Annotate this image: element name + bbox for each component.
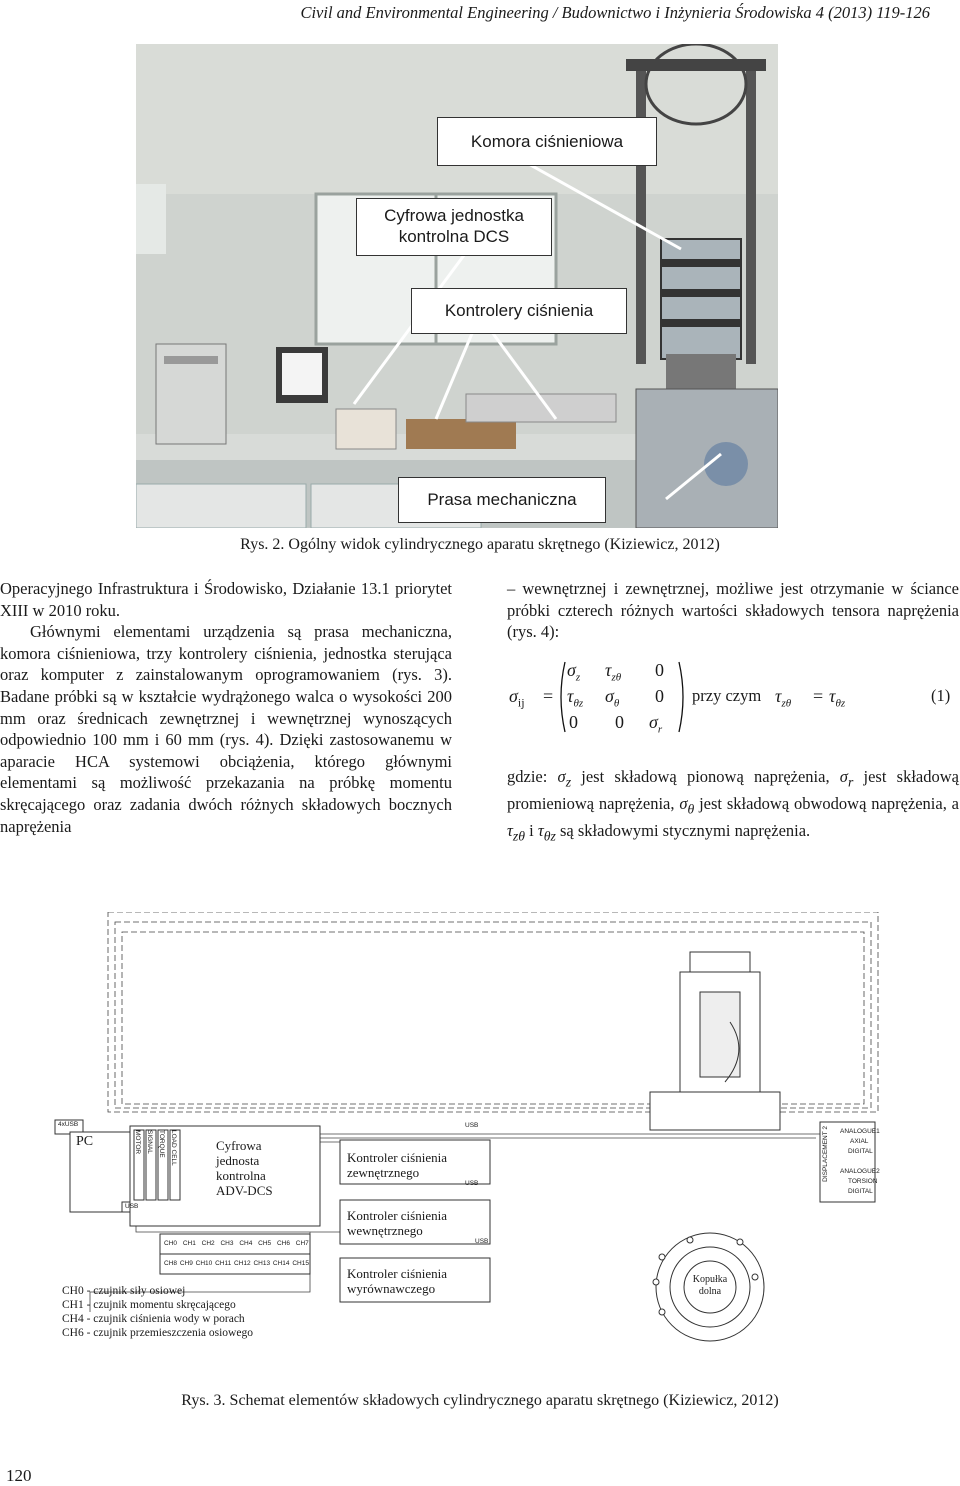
digital1-label: DIGITAL [848, 1148, 873, 1155]
channels-top-row [164, 1240, 309, 1247]
def-sym-sigma-z: σ [557, 767, 566, 786]
paragraph-funding: Operacyjnego Infrastruktura i Środowisko, Działanie 13.1 priorytet XIII w 2010 roku. [0, 579, 452, 620]
channel-ch1: CH1 [182, 1240, 196, 1247]
dcs-box-label [216, 1138, 296, 1198]
dcs-label-line2: jednosta [216, 1153, 260, 1168]
controller-external-line2: zewnętrznego [347, 1165, 420, 1180]
eq-m21-sub: θz [573, 697, 584, 710]
eq-m22: σ [605, 686, 614, 706]
left-column [0, 578, 452, 837]
callout-controllers-text: Kontrolery ciśnienia [444, 301, 594, 320]
channel-ch0: CH0 [164, 1240, 178, 1247]
channel-ch6: CH6 [276, 1240, 290, 1247]
eq-m11: σ [567, 660, 576, 680]
dcs-port-signal: SIGNAL [146, 1130, 153, 1154]
page-number: 120 [6, 1466, 32, 1485]
channel-legend [62, 1284, 253, 1340]
analogue1-label: ANALOGUE1 [840, 1128, 880, 1135]
eq-m33: σ [649, 712, 658, 732]
eq-m21: τ [567, 686, 574, 706]
dcs-label-line1: Cyfrowa [216, 1138, 262, 1153]
eq-cond-rhs: τ [829, 686, 836, 706]
eq-lhs: σ [509, 686, 518, 706]
schematic-diagram [50, 912, 930, 1352]
legend-ch6: CH6 - czujnik przemieszczenia osiowego [62, 1327, 253, 1339]
dcs-port-motor: MOTOR [134, 1130, 141, 1155]
eq-cond-equals: = [813, 686, 824, 706]
legend-ch0: CH0 - czujnik siły osiowej [62, 1285, 186, 1297]
right-column-definitions [507, 766, 959, 847]
usb-label-external: USB [465, 1180, 479, 1187]
def-text-c: jest składową promieniową naprężenia, [507, 767, 959, 813]
legend-ch4: CH4 - czujnik ciśnienia wody w porach [62, 1313, 245, 1325]
def-sym-sigma-z-sub: z [565, 774, 572, 790]
eq-m12-sub: zθ [611, 671, 622, 684]
channel-ch8: CH8 [164, 1260, 178, 1267]
controller-balance [347, 1266, 447, 1296]
def-text-e: i [525, 820, 538, 840]
usb-hub-label: 4xUSB [58, 1121, 79, 1128]
callout-dcs-line2: kontrolna DCS [398, 227, 510, 246]
paragraph-elements: Głównymi elementami urządzenia są prasa mechaniczna, komora ciśnieniowa, trzy kontrolery ciśnienia, jednostka sterująca oraz komputer z zainstalowanym oprogramowaniem (rys. 3). Badane próbki są w kształcie wydrążonego walca o wysokości 200 mm oraz średnicach zewnętrznej i wewnętrznej wynoszących odpowiednio 100 mm i 60 mm (rys. 4). Dzięki zastosowanemu w aparacie HCA systemowi obciążenia, którego głównymi elementami są możliwość przekazania na próbkę momentu skręcającego oraz zadania dwóch różnych składowych bocznych naprężenia [0, 622, 452, 836]
channel-ch15: CH15 [292, 1260, 309, 1267]
eq-lhs-sub: ij [517, 695, 525, 710]
dcs-label-line4: ADV-DCS [216, 1183, 273, 1198]
eq-m22-sub: θ [613, 697, 620, 710]
def-text-f: są składowymi stycznymi naprężenia. [555, 820, 811, 840]
dcs-port-load-cell: LOAD CELL [170, 1130, 177, 1166]
figure3-caption: Rys. 3. Schemat elementów składowych cylindrycznego aparatu skrętnego (Kiziewicz, 2012) [181, 1392, 779, 1409]
channel-ch5: CH5 [258, 1240, 272, 1247]
controller-external-line1: Kontroler ciśnienia [347, 1150, 447, 1165]
channel-ch4: CH4 [239, 1240, 253, 1247]
controller-internal [347, 1208, 447, 1238]
eq-equals: = [543, 686, 554, 706]
channel-ch3: CH3 [220, 1240, 234, 1247]
usb-label-top: USB [465, 1122, 479, 1129]
def-sym-tau-ztheta-sub: zθ [512, 828, 526, 844]
analogue2-label: ANALOGUE2 [840, 1168, 880, 1175]
pedestal-label [682, 1274, 738, 1298]
channel-ch2: CH2 [201, 1240, 215, 1247]
controller-external [347, 1150, 447, 1180]
pedestal-label-line1: Kopułka [692, 1274, 728, 1285]
channel-ch12: CH12 [234, 1260, 251, 1267]
pc-usb-label: USB [125, 1203, 139, 1210]
callout-dcs [356, 198, 552, 256]
callout-press-text: Prasa mechaniczna [427, 490, 577, 509]
eq-condition-text: przy czym [692, 686, 762, 705]
eq-cond-rhs-sub: θz [835, 697, 846, 710]
digital2-label: DIGITAL [848, 1188, 873, 1195]
def-sym-tau-ztheta: τ [507, 820, 513, 840]
dcs-port-torque: TORQUE [158, 1130, 165, 1158]
channel-ch11: CH11 [215, 1260, 232, 1267]
dcs-label-line3: kontrolna [216, 1168, 266, 1183]
pedestal-label-line2: dolna [698, 1286, 722, 1297]
callout-press [398, 477, 606, 523]
right-column-intro: – wewnętrznej i zewnętrznej, możliwe jest otrzymanie w ściance próbki czterech różnych wartości składowych tensora naprężenia (rys. 4): [507, 579, 959, 642]
def-sym-sigma-theta: σ [679, 793, 688, 813]
displacement-label: DISPLACEMENT 2 [822, 1126, 829, 1182]
def-text-b: jest składową pionową naprężenia, [571, 767, 840, 786]
torsion-label: TORSION [848, 1178, 878, 1185]
legend-ch1: CH1 - czujnik momentu skręcającego [62, 1299, 236, 1311]
channel-ch10: CH10 [195, 1260, 213, 1267]
def-sym-tau-thetaz: τ [537, 820, 544, 840]
eq-cond-lhs-sub: zθ [781, 697, 792, 710]
eq-m13: 0 [655, 660, 664, 680]
eq-m33-sub: r [657, 723, 663, 736]
running-header: Civil and Environmental Engineering / Budownictwo i Inżynieria Środowiska 4 (2013) 119-126 [300, 3, 930, 22]
channel-ch9: CH9 [179, 1260, 193, 1267]
channels-bottom-row [164, 1260, 309, 1267]
axial-label: AXIAL [850, 1138, 869, 1145]
eq-m31: 0 [569, 712, 578, 732]
controller-balance-line2: wyrównawczego [347, 1281, 436, 1296]
def-sym-sigma-r-sub: r [847, 774, 854, 790]
eq-m11-sub: z [575, 671, 581, 684]
eq-m32: 0 [615, 712, 624, 732]
channel-ch13: CH13 [253, 1260, 271, 1267]
usb-label-internal: USB [475, 1238, 489, 1245]
def-text-d: jest składową obwodową naprężenia, a [694, 793, 959, 813]
controller-internal-line2: wewnętrznego [347, 1223, 423, 1238]
channel-ch14: CH14 [272, 1260, 290, 1267]
equation-1 [507, 656, 959, 736]
callout-controllers [411, 288, 627, 334]
eq-number: (1) [931, 686, 951, 705]
def-text-a: gdzie: [507, 767, 558, 786]
callout-chamber [437, 117, 657, 166]
pc-label: PC [76, 1134, 94, 1149]
callout-dcs-line1: Cyfrowa jednostka [384, 206, 524, 225]
controller-internal-line1: Kontroler ciśnienia [347, 1208, 447, 1223]
def-sym-sigma-r: σ [839, 767, 848, 786]
def-sym-tau-thetaz-sub: θz [543, 828, 556, 844]
eq-m12: τ [605, 660, 612, 680]
callout-chamber-text: Komora ciśnieniowa [470, 132, 624, 151]
channel-ch7: CH7 [295, 1240, 309, 1247]
controller-balance-line1: Kontroler ciśnienia [347, 1266, 447, 1281]
figure2-caption: Rys. 2. Ogólny widok cylindrycznego aparatu skrętnego (Kiziewicz, 2012) [240, 536, 720, 553]
eq-cond-lhs: τ [775, 686, 782, 706]
def-sym-sigma-theta-sub: θ [687, 801, 695, 817]
eq-m23: 0 [655, 686, 664, 706]
